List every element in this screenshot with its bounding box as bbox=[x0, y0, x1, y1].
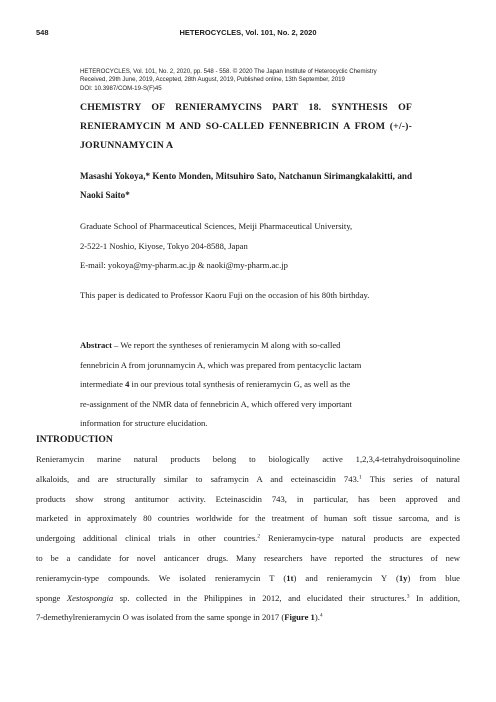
intro-line: alkaloids, and are structurally similar to saframycin A and ecteinascidin 743.$^1$ This series of natural bbox=[36, 473, 460, 484]
reference-marker: 3 bbox=[406, 593, 410, 600]
reference-marker: 1 bbox=[358, 474, 362, 481]
intro-line: sponge Xestospongia sp. collected in the Philippines in 2012, and elucidated their structures.$^3$ In addition, bbox=[36, 592, 460, 603]
compound-number: 1y bbox=[398, 572, 408, 583]
article-title: CHEMISTRY OF RENIERAMYCINS PART 18. SYNTHESIS OF RENIERAMYCIN M AND SO-CALLED FENNEBRICIN A FROM (+/-)-JORUNNAMYCIN A bbox=[80, 102, 412, 151]
intro-line: to be a candidate for novel anticancer drugs. Many researchers have reported the structures of new bbox=[36, 552, 460, 563]
intro-line: Renieramycin marine natural products belong to biologically active 1,2,3,4-tetrahydroisoquinoline bbox=[36, 454, 460, 464]
introduction-body bbox=[36, 450, 460, 628]
doi-line: DOI: 10.3987/COM-19-S(F)45 bbox=[80, 84, 162, 92]
dates-line: Received, 29th June, 2019, Accepted, 28th August, 2019, Published online, 13th September, 2019 bbox=[80, 76, 345, 84]
abstract-label: Abstract bbox=[80, 340, 112, 350]
intro-line: marketed in approximately 80 countries worldwide for the treatment of human soft tissue sarcoma, and is bbox=[36, 513, 460, 524]
affiliation-institution: Graduate School of Pharmaceutical Sciences, Meiji Pharmaceutical University, bbox=[80, 221, 353, 231]
reference-marker: 2 bbox=[257, 533, 261, 540]
abstract-text: re-assignment of the NMR data of fennebricin A, which offered very important bbox=[80, 398, 352, 409]
figure-reference: Figure 1 bbox=[284, 612, 315, 623]
dedication: This paper is dedicated to Professor Kaoru Fuji on the occasion of his 80th birthday. bbox=[80, 290, 370, 300]
affiliation-address: 2-522-1 Noshio, Kiyose, Tokyo 204-8588, Japan bbox=[80, 240, 248, 251]
author-list: Masashi Yokoya,* Kento Monden, Mitsuhiro Sato, Natchanun Sirimangkalakitti, and Naoki Saito* bbox=[80, 171, 412, 200]
intro-line: products show strong antitumor activity. Ecteinascidin 743, in particular, has been approved and bbox=[36, 493, 460, 504]
abstract-text: – We report the syntheses of renieramycin M along with so-called bbox=[111, 340, 341, 350]
abstract-text: in our previous total synthesis of renieramycin G, as well as the bbox=[129, 379, 351, 389]
journal-header: HETEROCYCLES, Vol. 101, No. 2, 2020 bbox=[179, 28, 317, 37]
intro-line: renieramycin-type compounds. We isolated renieramycin T (1t) and renieramycin Y (1y) from blue bbox=[36, 572, 460, 583]
abstract-text: intermediate bbox=[80, 379, 126, 389]
citation-line: HETEROCYCLES, Vol. 101, No. 2, 2020, pp. 548 - 558. © 2020 The Japan Institute of Heterocyclic Chemistry bbox=[80, 68, 377, 75]
reference-marker: 4 bbox=[319, 612, 323, 619]
affiliation bbox=[80, 217, 420, 276]
page-number: 548 bbox=[36, 28, 49, 37]
intro-line: undergoing additional clinical trials in other countries.$^2$ Renieramycin-type natural products are expected bbox=[36, 533, 460, 544]
abstract-text: fennebricin A from jorunnamycin A, which was prepared from pentacyclic lactam bbox=[80, 359, 362, 370]
section-heading: INTRODUCTION bbox=[36, 434, 113, 445]
abstract-text: information for structure elucidation. bbox=[80, 418, 208, 428]
compound-number: 4 bbox=[125, 379, 130, 389]
genus-name: Xestospongia bbox=[66, 592, 114, 603]
article-metadata bbox=[80, 68, 420, 93]
running-header bbox=[36, 28, 460, 40]
compound-number: 1t bbox=[286, 572, 294, 583]
abstract bbox=[80, 336, 412, 434]
affiliation-email: E-mail: yokoya@my-pharm.ac.jp & naoki@my-pharm.ac.jp bbox=[80, 260, 288, 270]
intro-line: 7-demethylrenieramycin O was isolated from the same sponge in 2017 (Figure 1).$^4$ bbox=[36, 612, 323, 623]
